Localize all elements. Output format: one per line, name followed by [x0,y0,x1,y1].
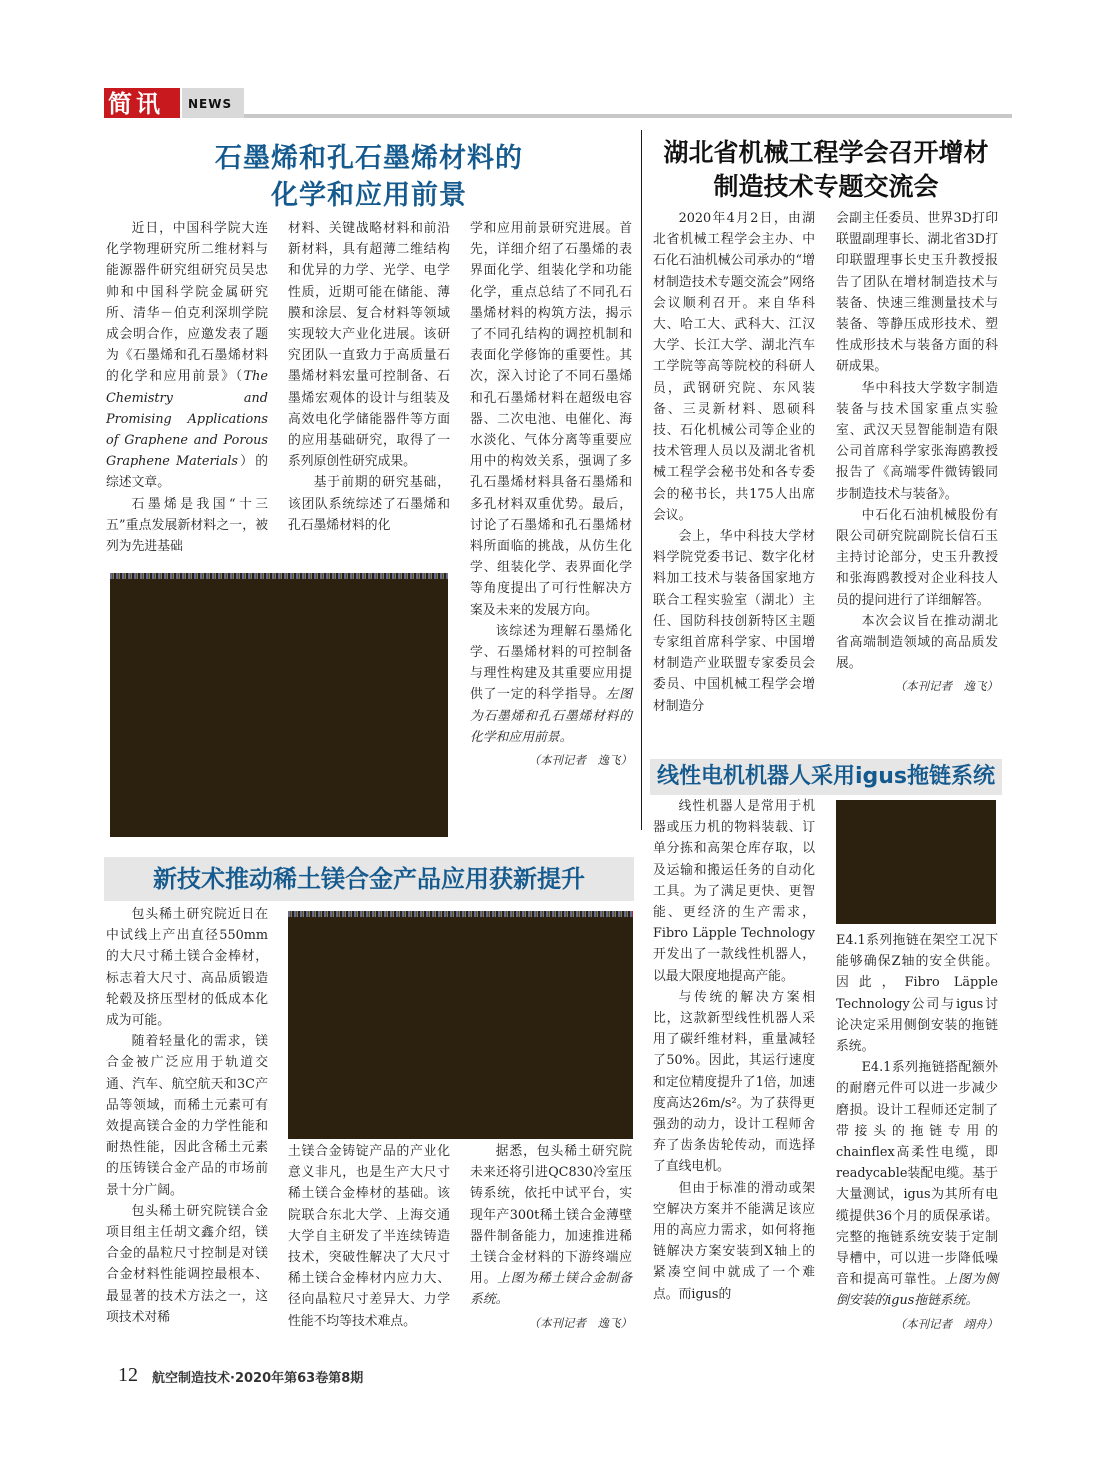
article2-paragraph: 会上，华中科技大学材料学院党委书记、数字化材料加工技术与装备国家地方联合工程实验室（湖北）主任、国防科技创新特区主题专家组首席科学家、中国增材制造产业联盟专家委员会委员、中国机械工程学会增材制造分 [653,529,815,714]
article1-title-line1: 石墨烯和孔石墨烯材料的 [215,143,523,174]
igus-photo [836,800,996,924]
section-title-cn: 简讯 [108,89,164,118]
article4-signature: （本刊记者 逸飞） [528,1315,632,1330]
article1-english-title: The Chemistry and Promising Applications of Graphene and Porous Graphene Materials [106,369,268,470]
magnesium-photo [288,911,633,1139]
journal-footer: 航空制造技术·2020年第63卷第8期 [152,1371,364,1386]
article4-col2 [288,1141,450,1332]
article1-col3 [470,218,632,771]
article2-title [648,136,1004,204]
article4-col3 [470,1141,632,1334]
page-number: 12 [118,1364,138,1386]
article4-paragraph: 包头稀土研究院近日在中试线上产出直径550mm的大尺寸稀土镁合金棒材，标志着大尺寸、高品质锻造轮毂及挤压型材的低成本化成为可能。 [106,907,268,1029]
article4-title: 新技术推动稀土镁合金产品应用获新提升 [153,865,585,893]
article1-signature: （本刊记者 逸飞） [528,753,632,768]
article3-paragraph: 线性机器人是常用于机器或压力机的物料装载、订单分拣和高架仓库存取，以及运输和搬运任务的自动化工具。为了满足更快、更智能、更经济的生产需求，Fibro Läpple Technology开发出了一款线性机器人，以最大限度地提高产能。 [653,799,815,984]
graphene-photo [110,573,448,837]
article1-paragraph: 基于前期的研究基础，该团队系统综述了石墨烯和孔石墨烯材料的化 [288,475,450,533]
article1-paragraph: 石墨烯是我国“十三五”重点发展新材料之一，被列为先进基础 [106,496,268,555]
article3-paragraph: E4.1系列拖链在架空工况下能够确保Z轴的安全供能。因此，Fibro Läpple Technology公司与igus讨论决定采用侧倒安装的拖链系统。 [836,933,998,1055]
article2-paragraph: 会副主任委员、世界3D打印联盟副理事长、湖北省3D打印联盟理事长史玉升教授报告了团队在增材制造技术与装备、快速三维测量技术与装备、等静压成形技术、塑性成形技术与装备方面的科研成果。 [836,211,998,375]
article3-caption: 上图为侧倒安装的igus拖链系统。 [836,1272,999,1309]
article4-paragraph: 随着轻量化的需求，镁合金被广泛应用于轨道交通、汽车、航空航天和3C产品等领域，而稀土元素可有效提高镁合金的力学性能和耐热性能，因此含稀土元素的压铸镁合金产品的市场前景十分广阔。 [106,1034,268,1198]
article3-paragraph: 与传统的解决方案相比，这款新型线性机器人采用了碳纤维材料，重量减轻了50%。因此，其运行速度和定位精度提升了1倍，加速度高达26m/s²。为了获得更强劲的动力，设计工程师舍弃了齿条齿轮传动，而选择了直线电机。 [653,989,815,1175]
article1-title-line2: 化学和应用前景 [271,180,467,211]
article1-paragraph: 学和应用前景研究进展。首先，详细介绍了石墨烯的表界面化学、组装化学和功能化学，重点总结了不同孔石墨烯材料的构筑方法，揭示了不同孔结构的调控机制和表面化学修饰的重要性。其次，深入讨论了不同石墨烯和孔石墨烯材料在超级电容器、二次电池、电催化、海水淡化、气体分离等重要应用中的构效关系，强调了多孔石墨烯材料具备石墨烯和多孔材料双重优势。最后，讨论了石墨烯和孔石墨烯材料所面临的挑战，从仿生化学、组装化学、表界面化学等角度提出了可行性解决方案及未来的发展方向。 [470,221,632,618]
article2-title-line2: 制造技术专题交流会 [713,172,939,201]
article4-paragraph: 据悉，包头稀土研究院未来还将引进QC830冷室压铸系统，依托中试平台，实现年产300t稀土镁合金薄壁器件制备能力，加速推进稀土镁合金材料的下游终端应用。上图为稀土镁合金制备系统。 [470,1144,633,1308]
article3-col2 [836,930,998,1335]
article2-col1 [653,208,815,717]
article1-col1 [106,218,268,557]
article2-title-line1: 湖北省机械工程学会召开增材 [663,138,989,167]
article2-paragraph: 本次会议旨在推动湖北省高端制造领域的高品质发展。 [836,613,998,672]
article2-signature: （本刊记者 逸飞） [894,679,998,694]
article4-paragraph: 土镁合金铸锭产品的产业化意义非凡，也是生产大尺寸稀土镁合金棒材的基础。该院联合东北大学、上海交通大学自主研发了半连续铸造技术，突破性解决了大尺寸稀土镁合金棒材内应力大、径向晶粒尺寸差异大、力学性能不均等技术难点。 [288,1144,450,1329]
column-divider [641,130,642,830]
article1-col2 [288,218,450,536]
article1-title [104,140,634,214]
article3-col1 [653,796,815,1305]
article1-paragraph: 近日，中国科学院大连化学物理研究所二维材料与能源器件研究组研究员吴忠帅和中国科学院金属研究所、清华－伯克利深圳学院成会明合作，应邀发表了题为《石墨烯和孔石墨烯材料的化学和应用前景》（The Chemistry and Promising Applications of Graphene and Porous Graphene Materials）的综述文章。 [106,221,269,491]
article1-paragraph: 该综述为理解石墨烯化学、石墨烯材料的可控制备与理性构建及其重要应用提供了一定的科学指导。左图为石墨烯和孔石墨烯材料的化学和应用前景。 [470,623,633,745]
article2-paragraph: 2020年4月2日，由湖北省机械工程学会主办、中石化石油机械公司承办的“增材制造技术专题交流会”网络会议顺利召开。来自华科大、哈工大、武科大、江汉大学、长江大学、湖北汽车工学院等高等院校的科研人员，武钢研究院、东风装备、三灵新材料、恩硕科技、石化机械公司等企业的技术管理人员以及湖北省机械工程学会秘书处和各专委会的秘书长，共175人出席会议。 [653,211,815,523]
article1-paragraph: 材料、关键战略材料和前沿新材料，具有超薄二维结构和优异的力学、光学、电学性质，近期可能在储能、薄膜和涂层、复合材料等领域实现较大产业化进展。该研究团队一直致力于高质量石墨烯材料宏量可控制备、石墨烯宏观体的设计与组装及高效电化学储能器件等方面的应用基础研究，取得了一系列原创性研究成果。 [288,221,450,470]
article2-paragraph: 华中科技大学数字制造装备与技术国家重点实验室、武汉天昱智能制造有限公司首席科学家张海鸥教授报告了《高端零件微铸锻同步制造技术与装备》。 [836,380,998,502]
section-title-en: NEWS [188,97,233,111]
section-header [104,88,1012,120]
article3-paragraph: 但由于标准的滑动或架空解决方案并不能满足该应用的高应力需求，如何将拖链解决方案安装到X轴上的紧凑空间中就成了一个难点。而igus的 [653,1180,815,1302]
header-rule [244,114,1012,118]
article1-caption: 左图为石墨烯和孔石墨烯材料的化学和应用前景。 [470,687,633,745]
article3-title: 线性电机机器人采用igus拖链系统 [656,764,996,789]
article4-caption: 上图为稀土镁合金制备系统。 [470,1271,633,1308]
article3-paragraph: E4.1系列拖链搭配额外的耐磨元件可以进一步减少磨损。设计工程师还定制了带接头的拖链专用的chainflex高柔性电缆，即readycable装配电缆。基于大量测试，igus为其所有电缆提供36个月的质保承诺。完整的拖链系统安装于定制导槽中，可以进一步降低噪音和提高可靠性。上图为侧倒安装的igus拖链系统。 [836,1060,999,1309]
article4-col1 [106,904,268,1328]
article2-paragraph: 中石化石油机械股份有限公司研究院副院长信石玉主持讨论部分，史玉升教授和张海鸥教授对企业科技人员的提问进行了详细解答。 [836,507,998,608]
article3-signature: （本刊记者 翊舟） [894,1316,998,1331]
article2-col2 [836,208,998,698]
article4-paragraph: 包头稀土研究院镁合金项目组主任胡文鑫介绍，镁合金的晶粒尺寸控制是对镁合金材料性能调控最根本、最显著的技术方法之一，这项技术对稀 [106,1203,268,1325]
